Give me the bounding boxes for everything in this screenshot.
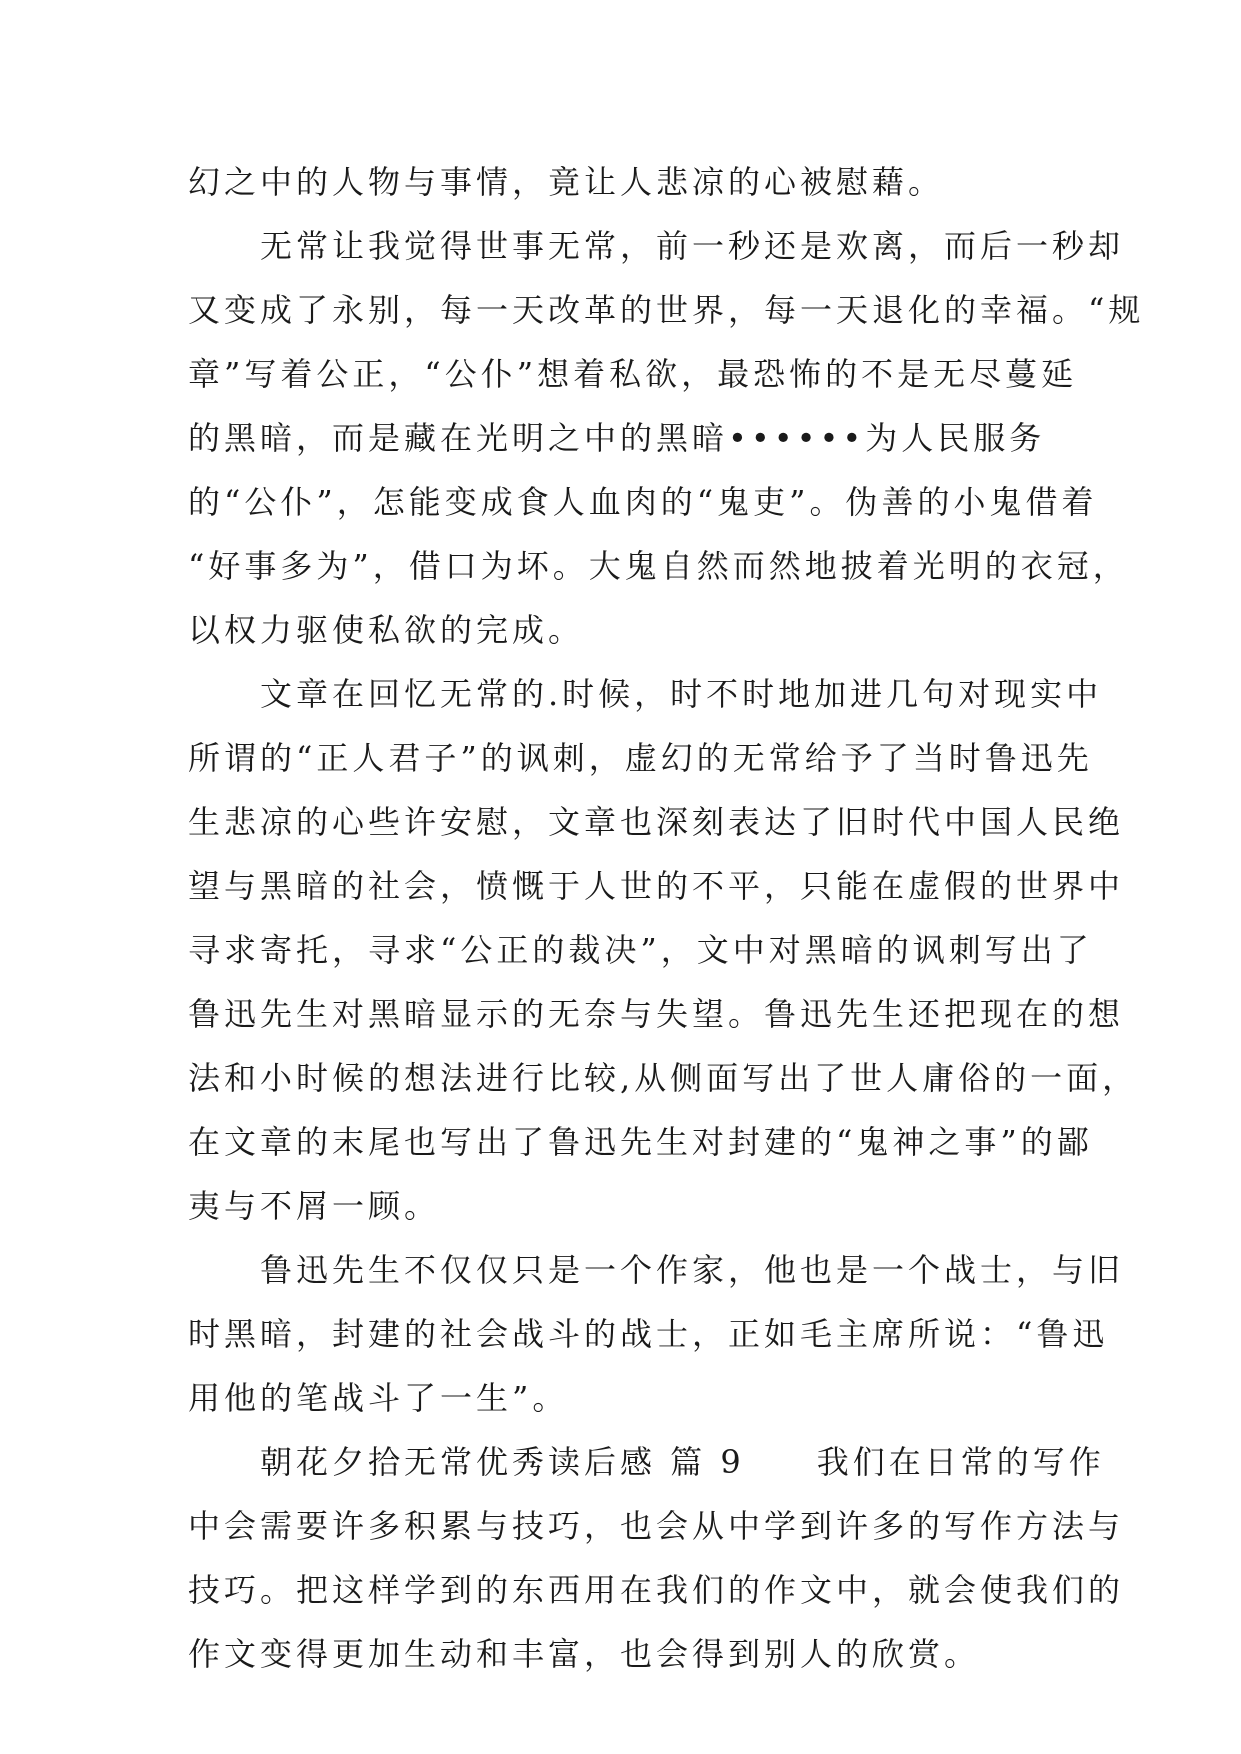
text-line: 夷与不屑一顾。 <box>188 1187 441 1225</box>
text-line: 以权力驱使私欲的完成。 <box>188 611 585 649</box>
text-line: “好事多为”，借口为坏。大鬼自然而然地披着光明的衣冠， <box>188 547 1129 585</box>
text-line: 技巧。把这样学到的东西用在我们的作文中，就会使我们的 <box>188 1571 1125 1609</box>
text-line: 的黑暗，而是藏在光明之中的黑暗••••••为人民服务 <box>188 419 1046 457</box>
text-line: 朝花夕拾无常优秀读后感 篇 9 我们在日常的写作 <box>188 1443 1105 1481</box>
text-line: 生悲凉的心些许安慰，文章也深刻表达了旧时代中国人民绝 <box>188 803 1125 841</box>
text-line: 用他的笔战斗了一生”。 <box>188 1379 569 1417</box>
text-line: 章”写着公正，“公仆”想着私欲，最恐怖的不是无尽蔓延 <box>188 355 1078 393</box>
text-line: 鲁迅先生对黑暗显示的无奈与失望。鲁迅先生还把现在的想 <box>188 995 1125 1033</box>
text-line: 鲁迅先生不仅仅只是一个作家，他也是一个战士，与旧 <box>188 1251 1125 1289</box>
text-line: 寻求寄托，寻求“公正的裁决”，文中对黑暗的讽刺写出了 <box>188 931 1093 969</box>
body-text <box>188 150 1145 1686</box>
text-line: 的“公仆”，怎能变成食人血肉的“鬼吏”。伪善的小鬼借着 <box>188 483 1098 521</box>
text-line: 中会需要许多积累与技巧，也会从中学到许多的写作方法与 <box>188 1507 1125 1545</box>
text-line: 文章在回忆无常的.时候，时不时地加进几句对现实中 <box>188 675 1103 713</box>
text-line: 在文章的末尾也写出了鲁迅先生对封建的“鬼神之事”的鄙 <box>188 1123 1093 1161</box>
text-line: 法和小时候的想法进行比较,从侧面写出了世人庸俗的一面， <box>188 1059 1139 1097</box>
text-line: 所谓的“正人君子”的讽刺，虚幻的无常给予了当时鲁迅先 <box>188 739 1093 777</box>
text-line: 望与黑暗的社会，愤慨于人世的不平，只能在虚假的世界中 <box>188 867 1125 905</box>
text-line: 时黑暗，封建的社会战斗的战士，正如毛主席所说：“鲁迅 <box>188 1315 1109 1353</box>
text-line: 无常让我觉得世事无常，前一秒还是欢离，而后一秒却 <box>188 227 1125 265</box>
text-line: 幻之中的人物与事情，竟让人悲凉的心被慰藉。 <box>188 163 945 201</box>
text-line: 作文变得更加生动和丰富，也会得到别人的欣赏。 <box>188 1635 981 1673</box>
text-line: 又变成了永别，每一天改革的世界，每一天退化的幸福。“规 <box>188 291 1145 329</box>
